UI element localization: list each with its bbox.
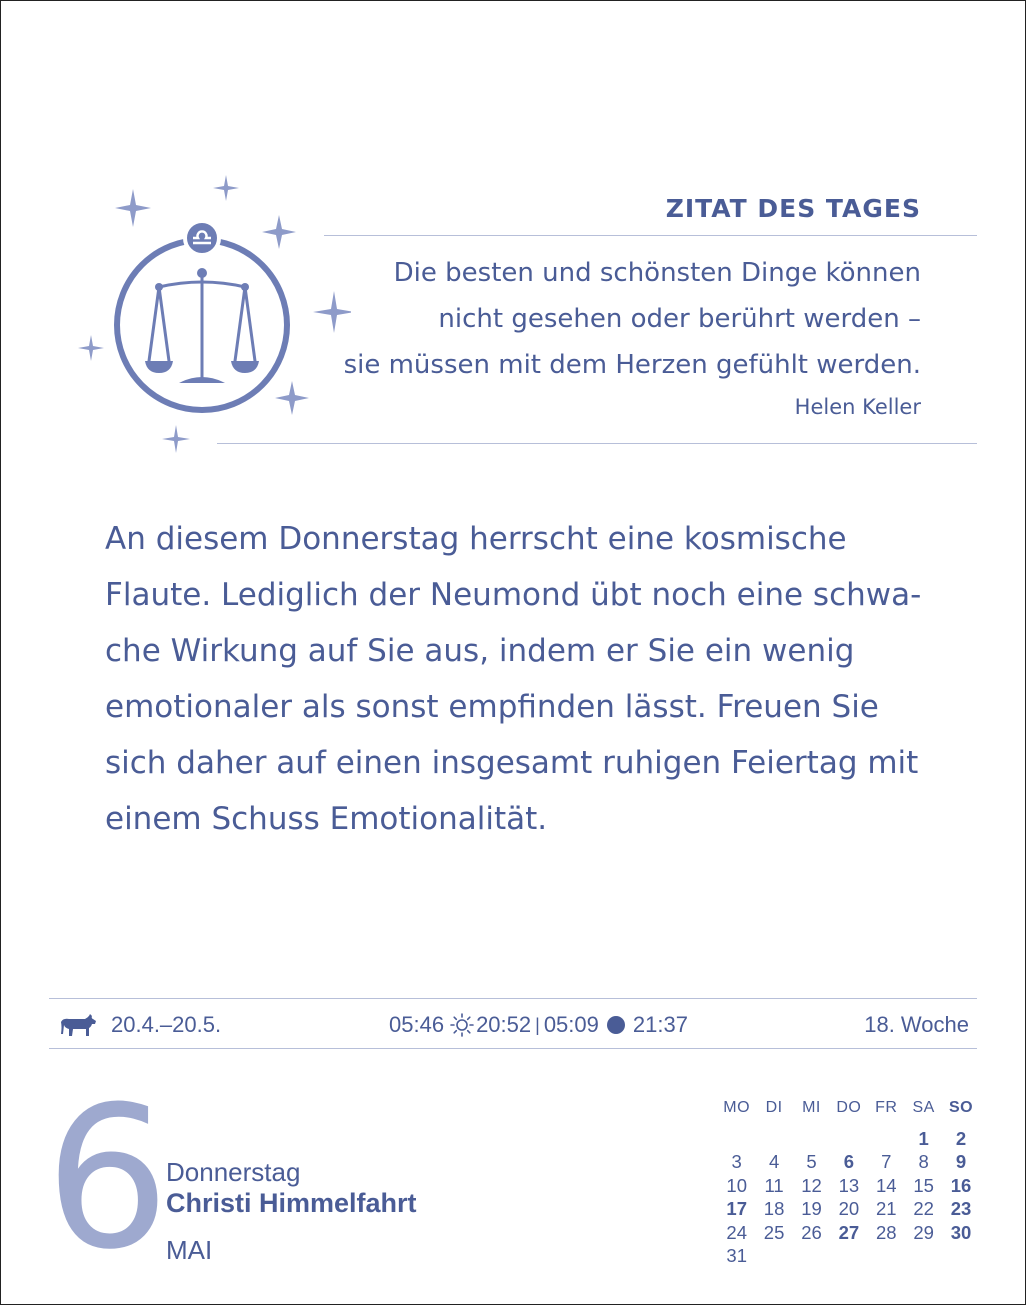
calendar-week [718, 1174, 980, 1198]
calendar-day: 17 [726, 1198, 747, 1220]
weekday-header: SA [912, 1099, 935, 1116]
calendar-day: 8 [918, 1151, 929, 1173]
horoscope-line: An diesem Donnerstag herrscht eine kosmische [105, 521, 847, 557]
mini-calendar [718, 1095, 980, 1268]
moonset-time: 21:37 [632, 1012, 688, 1037]
star-icon [78, 335, 104, 361]
horoscope-line: che Wirkung auf Sie aus, indem er Sie ein wenig [105, 633, 855, 669]
quote-line: sie müssen mit dem Herzen gefühlt werden. [343, 350, 921, 380]
calendar-day: 12 [801, 1174, 822, 1196]
weekday-header: SO [948, 1099, 974, 1116]
calendar-day: 25 [763, 1221, 785, 1243]
week-number: 18. Woche [864, 1012, 969, 1037]
zodiac-dates: 20.4.–20.5. [111, 1012, 222, 1037]
calendar-day: 27 [838, 1221, 860, 1243]
divider [324, 235, 977, 236]
divider [49, 998, 977, 999]
day-number: 6 [45, 1065, 170, 1293]
calendar-day: 24 [726, 1221, 747, 1243]
holiday-name: Christi Himmelfahrt [166, 1188, 417, 1218]
calendar-day: 5 [806, 1151, 817, 1173]
calendar-day: 22 [913, 1198, 934, 1220]
calendar-week [718, 1151, 980, 1175]
calendar-day: 13 [838, 1174, 860, 1196]
calendar-day: 18 [763, 1198, 785, 1220]
divider [217, 443, 977, 444]
divider [49, 1048, 977, 1049]
calendar-day: 2 [955, 1127, 967, 1149]
calendar-day: 16 [950, 1174, 972, 1196]
calendar-week [718, 1198, 980, 1222]
calendar-day: 19 [801, 1198, 822, 1220]
calendar-day: 7 [881, 1151, 892, 1173]
calendar-header-row [718, 1095, 980, 1121]
quote-line: nicht gesehen oder berührt werden – [438, 304, 921, 334]
new-moon-icon [607, 1016, 625, 1034]
weekday-header: FR [875, 1099, 898, 1116]
calendar-day: 29 [913, 1221, 934, 1243]
calendar-day: 6 [843, 1151, 855, 1173]
weekday-header: MI [802, 1099, 821, 1116]
calendar-day: 11 [764, 1174, 784, 1196]
calendar-day: 26 [801, 1221, 822, 1243]
calendar-day: 9 [955, 1151, 967, 1173]
calendar-day: 10 [726, 1174, 747, 1196]
calendar-day: 30 [950, 1221, 972, 1243]
calendar-day: 14 [875, 1174, 897, 1196]
star-icon [115, 189, 151, 227]
month-name: MAI [166, 1235, 213, 1265]
quote-heading: ZITAT DES TAGES [665, 194, 921, 223]
calendar-day: 20 [838, 1198, 860, 1220]
horoscope-line: Flaute. Lediglich der Neumond übt noch eine schwa- [105, 577, 922, 613]
quote-author: Helen Keller [794, 395, 921, 419]
calendar-day: 4 [768, 1151, 780, 1173]
weekday-header: DI [765, 1099, 783, 1116]
quote-text [301, 250, 921, 388]
separator: | [535, 1014, 540, 1035]
calendar-day: 28 [875, 1221, 897, 1243]
calendar-day: 23 [950, 1198, 972, 1220]
weekday-header: DO [836, 1099, 862, 1116]
calendar-day: 21 [875, 1198, 897, 1220]
calendar-day: 31 [726, 1245, 747, 1267]
star-icon [213, 175, 239, 201]
calendar-week [718, 1245, 980, 1269]
star-icon [162, 425, 190, 453]
moonrise-time: 05:09 [543, 1012, 599, 1037]
bull-icon [59, 1012, 97, 1038]
zodiac-period [59, 1009, 221, 1041]
calendar-day: 3 [731, 1151, 742, 1173]
weekday-header: MO [723, 1099, 751, 1116]
quote-line: Die besten und schönsten Dinge können [393, 258, 921, 288]
horoscope-text [105, 511, 935, 847]
sunset-time: 20:52 [476, 1012, 532, 1037]
sun-moon-times [389, 1009, 688, 1041]
calendar-day: 15 [913, 1174, 934, 1196]
star-icon [262, 215, 296, 249]
calendar-week [718, 1127, 980, 1151]
horoscope-line: einem Schuss Emotionalität. [105, 801, 548, 837]
horoscope-line: sich daher auf einen insgesamt ruhigen Feiertag mit [105, 745, 919, 781]
sunrise-time: 05:46 [389, 1012, 445, 1037]
calendar-week [718, 1221, 980, 1245]
sun-icon [450, 1013, 474, 1037]
horoscope-line: emotionaler als sonst empfinden lässt. Freuen Sie [105, 689, 879, 725]
weekday: Donnerstag [166, 1157, 301, 1187]
calendar-day: 1 [918, 1127, 929, 1149]
